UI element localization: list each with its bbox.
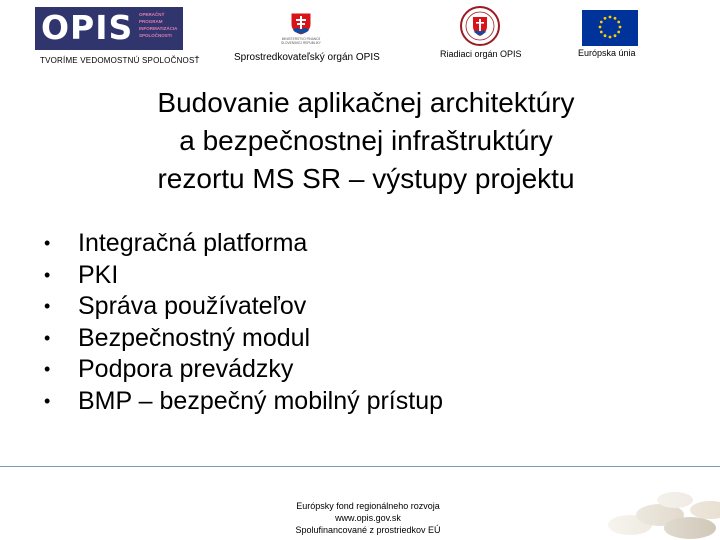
list-item [44, 228, 443, 260]
list-item [44, 260, 443, 292]
intermediate-body-label: Sprostredkovateľský orgán OPIS [234, 52, 380, 63]
eu-label: Európska únia [578, 48, 636, 58]
ministry-crest-text: MINISTERSTVO FINANCIÍ SLOVENSKEJ REPUBLIKY [281, 37, 321, 45]
bullet-icon: • [44, 296, 51, 317]
title-line: Budovanie aplikačnej architektúry [157, 87, 575, 118]
opis-logo [35, 7, 183, 50]
euro-coins-decoration-icon [560, 470, 720, 540]
bullet-icon: • [44, 390, 51, 411]
bullet-icon: • [44, 327, 51, 348]
list-item-text: Bezpečnostný modul [78, 323, 311, 352]
tagline: TVORÍME VEDOMOSTNÚ SPOLOČNOSŤ [40, 56, 200, 65]
managing-authority-label: Riadiaci orgán OPIS [440, 49, 522, 59]
footer-link[interactable]: www.opis.gov.sk [335, 513, 401, 523]
title-line: rezortu MS SR – výstupy projektu [157, 163, 575, 194]
footer-line-1: Európsky fond regionálneho rozvoja [296, 501, 440, 511]
bullet-icon: • [44, 233, 51, 253]
list-item [44, 386, 443, 418]
bullet-icon: • [44, 359, 51, 380]
list-item [44, 323, 443, 355]
bullet-icon: • [44, 264, 51, 285]
footer-divider [0, 466, 720, 467]
list-item [44, 291, 443, 323]
footer [258, 500, 478, 536]
title-line: a bezpečnostnej infraštruktúry [179, 125, 553, 156]
eu-flag-icon [582, 10, 638, 46]
opis-logo-word: OPIS [41, 8, 134, 47]
slovak-crest-icon [290, 12, 312, 36]
list-item-text: PKI [78, 260, 119, 289]
bullet-list [44, 228, 443, 418]
list-item-text: Podpora prevádzky [78, 355, 294, 384]
list-item [44, 354, 443, 386]
list-item-text: Integračná platforma [78, 229, 308, 257]
slide-title [70, 84, 662, 198]
managing-authority-seal-icon [459, 5, 501, 47]
footer-line-3: Spolufinancované z prostriedkov EÚ [295, 525, 441, 535]
list-item-text: BMP – bezpečný mobilný prístup [78, 386, 444, 415]
list-item-text: Správa používateľov [78, 292, 307, 321]
opis-logo-subtext: OPERAČNÝ PROGRAM INFORMATIZÁCIA SPOLOČNOSTI [139, 12, 178, 38]
